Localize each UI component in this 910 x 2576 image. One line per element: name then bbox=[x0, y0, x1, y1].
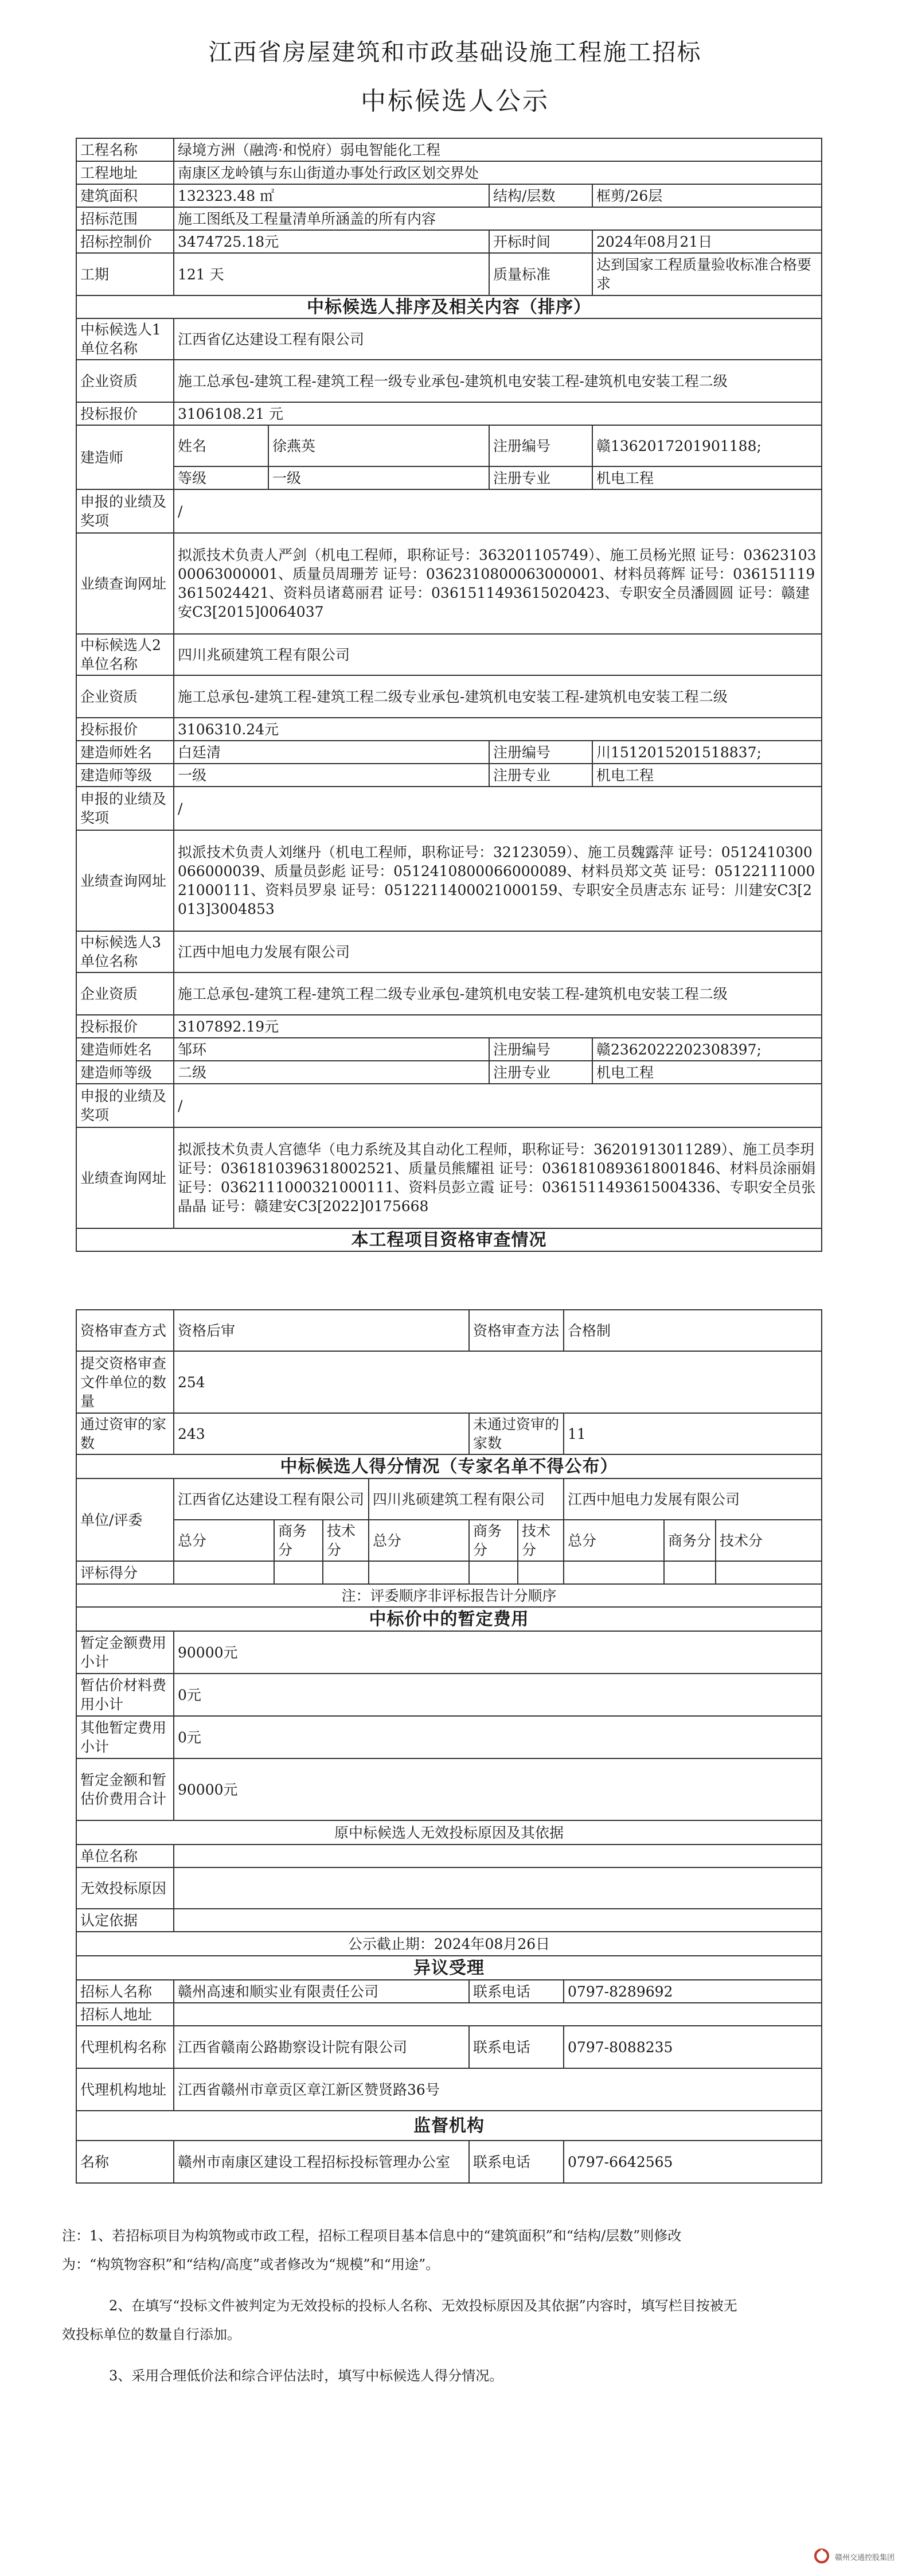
supervision-section-header: 监督机构 bbox=[76, 2111, 822, 2141]
agency-address: 江西省赣州市章贡区章江新区赞贤路36号 bbox=[174, 2068, 822, 2111]
invalid-unit-value bbox=[174, 1845, 822, 1867]
candidate-2-awards: / bbox=[174, 787, 822, 830]
blank-gap bbox=[76, 1229, 821, 1309]
passed-count-label: 通过资审的家数 bbox=[76, 1413, 174, 1454]
area-value: 132323.48 ㎡ bbox=[174, 184, 489, 207]
eval-score-cell bbox=[716, 1561, 822, 1584]
tenderer-phone-label: 联系电话 bbox=[469, 1980, 564, 2003]
score-total-1: 总分 bbox=[174, 1520, 274, 1561]
passed-count: 243 bbox=[174, 1413, 469, 1454]
candidate-2-reg: 川1512015201518837; bbox=[592, 741, 822, 764]
candidate-2-qual-label: 企业资质 bbox=[76, 675, 174, 718]
tenderer-name: 赣州高速和顺实业有限责任公司 bbox=[174, 1980, 469, 2003]
failed-count-label: 未通过资审的家数 bbox=[469, 1413, 564, 1454]
unit-judge-label: 单位/评委 bbox=[76, 1478, 174, 1561]
candidate-1-bid: 3106108.21 元 bbox=[174, 402, 822, 425]
candidate-3-awards-label: 申报的业绩及奖项 bbox=[76, 1084, 174, 1127]
bid-result-table bbox=[76, 138, 822, 1252]
watermark-logo bbox=[813, 2547, 899, 2566]
quality-label: 质量标准 bbox=[489, 253, 592, 295]
candidate-1-awards-label: 申报的业绩及奖项 bbox=[76, 489, 174, 533]
score-technical-2: 技术分 bbox=[518, 1520, 564, 1561]
agency-address-label: 代理机构地址 bbox=[76, 2068, 174, 2111]
candidate-1-unit-label: 中标候选人1单位名称 bbox=[76, 318, 174, 360]
provisional-section-header: 中标价中的暂定费用 bbox=[76, 1607, 822, 1631]
candidate-3-reg-label: 注册编号 bbox=[489, 1038, 592, 1061]
tenderer-label: 招标人名称 bbox=[76, 1980, 174, 2003]
provisional-amount-label: 暂定金额费用小计 bbox=[76, 1631, 174, 1674]
tenderer-phone: 0797-8289692 bbox=[564, 1980, 822, 2003]
candidate-1-builder-name: 徐燕英 bbox=[268, 425, 489, 466]
review-way: 合格制 bbox=[564, 1310, 822, 1351]
score-total-2: 总分 bbox=[369, 1520, 469, 1561]
submitted-count: 254 bbox=[174, 1351, 822, 1413]
candidate-3-grade-label: 建造师等级 bbox=[76, 1061, 174, 1084]
review-way-label: 资格审查方法 bbox=[469, 1310, 564, 1351]
control-price: 3474725.18元 bbox=[174, 230, 489, 253]
candidate-2-awards-label: 申报的业绩及奖项 bbox=[76, 787, 174, 830]
quality-value: 达到国家工程质量验收标准合格要求 bbox=[592, 253, 822, 295]
candidate-2-bid-label: 投标报价 bbox=[76, 718, 174, 741]
candidate-1-major-label: 注册专业 bbox=[489, 466, 592, 489]
invalid-reason-value bbox=[174, 1867, 822, 1909]
eval-score-cell bbox=[369, 1561, 469, 1584]
structure-value: 框剪/26层 bbox=[592, 184, 822, 207]
candidate-1-qual-label: 企业资质 bbox=[76, 360, 174, 402]
publicity-deadline: 公示截止期：2024年08月26日 bbox=[76, 1932, 822, 1956]
candidate-1-reg: 赣1362017201901188; bbox=[592, 425, 822, 466]
candidate-3-perf-label: 业绩查询网址 bbox=[76, 1127, 174, 1228]
score-unit-1: 江西省亿达建设工程有限公司 bbox=[174, 1478, 369, 1520]
candidate-1-reg-label: 注册编号 bbox=[489, 425, 592, 466]
document-title: 江西省房屋建筑和市政基础设施工程施工招标 bbox=[208, 38, 702, 66]
candidate-1-perf-label: 业绩查询网址 bbox=[76, 533, 174, 634]
watermark-text: 赣州交通控股集团 bbox=[835, 2554, 895, 2562]
score-commercial-3: 商务分 bbox=[664, 1520, 716, 1561]
candidate-2-builder-name: 白廷清 bbox=[174, 741, 489, 764]
review-method: 资格后审 bbox=[174, 1310, 469, 1351]
note-2b: 效投标单位的数量自行添加。 bbox=[62, 2326, 241, 2342]
score-commercial-1: 商务分 bbox=[274, 1520, 323, 1561]
eval-score-cell bbox=[518, 1561, 564, 1584]
score-technical-3: 技术分 bbox=[716, 1520, 822, 1561]
candidate-3-awards: / bbox=[174, 1084, 822, 1127]
candidate-2-builder-name-label: 建造师姓名 bbox=[76, 741, 174, 764]
candidate-3-bid: 3107892.19元 bbox=[174, 1015, 822, 1038]
invalid-section-header: 原中标候选人无效投标原因及其依据 bbox=[76, 1820, 822, 1845]
candidate-2-perf-label: 业绩查询网址 bbox=[76, 830, 174, 931]
open-time-label: 开标时间 bbox=[489, 230, 592, 253]
supervision-name-label: 名称 bbox=[76, 2141, 174, 2183]
candidate-2-unit: 四川兆硕建筑工程有限公司 bbox=[174, 634, 822, 675]
note-3: 3、采用合理低价法和综合评估法时，填写中标候选人得分情况。 bbox=[109, 2368, 503, 2384]
invalid-basis-value bbox=[174, 1909, 822, 1932]
score-section-header: 中标候选人得分情况（专家名单不得公布） bbox=[76, 1454, 822, 1478]
scope-value: 施工图纸及工程量清单所涵盖的所有内容 bbox=[174, 207, 822, 230]
candidate-2-reg-label: 注册编号 bbox=[489, 741, 592, 764]
estimated-material-label: 暂估价材料费用小计 bbox=[76, 1674, 174, 1716]
candidate-3-qual: 施工总承包-建筑工程-建筑工程二级专业承包-建筑机电安装工程-建筑机电安装工程二级 bbox=[174, 972, 822, 1015]
candidate-1-qual: 施工总承包-建筑工程-建筑工程一级专业承包-建筑机电安装工程-建筑机电安装工程二级 bbox=[174, 360, 822, 402]
failed-count: 11 bbox=[564, 1413, 822, 1454]
candidate-2-qual: 施工总承包-建筑工程-建筑工程二级专业承包-建筑机电安装工程-建筑机电安装工程二级 bbox=[174, 675, 822, 718]
candidate-2-grade: 一级 bbox=[174, 764, 489, 787]
eval-score-cell bbox=[174, 1561, 274, 1584]
candidate-2-grade-label: 建造师等级 bbox=[76, 764, 174, 787]
provisional-sum-label: 暂定金额和暂估价费用合计 bbox=[76, 1758, 174, 1820]
tenderer-address-label: 招标人地址 bbox=[76, 2003, 174, 2026]
candidate-3-builder-name-label: 建造师姓名 bbox=[76, 1038, 174, 1061]
other-provisional-label: 其他暂定费用小计 bbox=[76, 1716, 174, 1758]
estimated-material: 0元 bbox=[174, 1674, 822, 1716]
score-unit-3: 江西中旭电力发展有限公司 bbox=[564, 1478, 822, 1520]
supervision-phone: 0797-6642565 bbox=[564, 2141, 822, 2183]
provisional-amount: 90000元 bbox=[174, 1631, 822, 1674]
eval-score-cell bbox=[274, 1561, 323, 1584]
invalid-reason-label: 无效投标原因 bbox=[76, 1867, 174, 1909]
eval-score-cell bbox=[323, 1561, 369, 1584]
eval-score-cell bbox=[564, 1561, 664, 1584]
ranking-section-header: 中标候选人排序及相关内容（排序） bbox=[76, 295, 822, 318]
area-label: 建筑面积 bbox=[76, 184, 174, 207]
candidate-3-major-label: 注册专业 bbox=[489, 1061, 592, 1084]
candidate-1-grade: 一级 bbox=[268, 466, 489, 489]
period-value: 121 天 bbox=[174, 253, 489, 295]
period-label: 工期 bbox=[76, 253, 174, 295]
note-1a: 注：1、若招标项目为构筑物或市政工程，招标工程项目基本信息中的“建筑面积”和“结构/层数”则修改 bbox=[62, 2228, 682, 2244]
score-technical-1: 技术分 bbox=[323, 1520, 369, 1561]
candidate-1-grade-label: 等级 bbox=[174, 466, 268, 489]
invalid-basis-label: 认定依据 bbox=[76, 1909, 174, 1932]
note-2a: 2、在填写“投标文件被判定为无效投标的投标人名称、无效投标原因及其依据”内容时，填写栏目按被无 bbox=[109, 2298, 737, 2314]
candidate-3-major: 机电工程 bbox=[592, 1061, 822, 1084]
eval-score-cell bbox=[664, 1561, 716, 1584]
agency-name: 江西省赣南公路勘察设计院有限公司 bbox=[174, 2026, 469, 2068]
candidate-1-bid-label: 投标报价 bbox=[76, 402, 174, 425]
project-name: 绿境方洲（融湾·和悦府）弱电智能化工程 bbox=[174, 138, 822, 161]
submitted-count-label: 提交资格审查文件单位的数量 bbox=[76, 1351, 174, 1413]
candidate-3-unit-label: 中标候选人3单位名称 bbox=[76, 931, 174, 972]
candidate-2-major: 机电工程 bbox=[592, 764, 822, 787]
candidate-1-perf: 拟派技术负责人严剑（机电工程师，职称证号：363201105749）、施工员杨光照 证号：0362310300063000001、质量员周珊芳 证号：0362310800063000001、材料员蒋辉 证号：0361511193615024421、资料员诸葛丽君 证号：0361511493615020423、专职安全员潘圆圆 证号：赣建安C3[2015]0064037 bbox=[174, 533, 822, 634]
tenderer-address bbox=[174, 2003, 822, 2026]
candidate-3-grade: 二级 bbox=[174, 1061, 489, 1084]
note-1b: 为：“构筑物容积”和“结构/高度”或者修改为“规模”和“用途”。 bbox=[62, 2256, 440, 2273]
candidate-3-unit: 江西中旭电力发展有限公司 bbox=[174, 931, 822, 972]
other-provisional: 0元 bbox=[174, 1716, 822, 1758]
agency-phone: 0797-8088235 bbox=[564, 2026, 822, 2068]
candidate-1-major: 机电工程 bbox=[592, 466, 822, 489]
candidate-2-bid: 3106310.24元 bbox=[174, 718, 822, 741]
project-address: 南康区龙岭镇与东山街道办事处行政区划交界处 bbox=[174, 161, 822, 184]
candidate-3-perf: 拟派技术负责人宫德华（电力系统及其自动化工程师，职称证号：36201913011289）、施工员李玥 证号：0361810396318002521、质量员熊耀祖 证号：0361810893618001846、材料员涂丽娟 证号：0362111000321000111、资料员彭立霞 证号：0361511493615004336、专职安全员张晶晶 证号：赣建安C3[2022]0175668 bbox=[174, 1127, 822, 1228]
candidate-2-perf: 拟派技术负责人刘继丹（机电工程师，职称证号：32123059）、施工员魏露萍 证号：0512410300066000039、质量员彭彪 证号：0512410800066000089、材料员郑文英 证号：0512211100021000111、资料员罗泉 证号：0512211400021000159、专职安全员唐志东 证号：川建安C3[2013]3004853 bbox=[174, 830, 822, 931]
invalid-unit-label: 单位名称 bbox=[76, 1845, 174, 1867]
candidate-1-builder-label: 建造师 bbox=[76, 425, 174, 489]
qualification-section-header: 本工程项目资格审查情况 bbox=[76, 1228, 822, 1251]
candidate-2-unit-label: 中标候选人2单位名称 bbox=[76, 634, 174, 675]
score-unit-2: 四川兆硕建筑工程有限公司 bbox=[369, 1478, 564, 1520]
structure-label: 结构/层数 bbox=[489, 184, 592, 207]
candidate-2-major-label: 注册专业 bbox=[489, 764, 592, 787]
review-method-label: 资格审查方式 bbox=[76, 1310, 174, 1351]
candidate-3-reg: 赣2362022202308397; bbox=[592, 1038, 822, 1061]
judge-order-note: 注：评委顺序非评标报告计分顺序 bbox=[76, 1584, 822, 1607]
objection-section-header: 异议受理 bbox=[76, 1956, 822, 1980]
project-name-label: 工程名称 bbox=[76, 138, 174, 161]
document-subtitle: 中标候选人公示 bbox=[361, 87, 549, 116]
scope-label: 招标范围 bbox=[76, 207, 174, 230]
score-commercial-2: 商务分 bbox=[469, 1520, 518, 1561]
candidate-1-awards: / bbox=[174, 489, 822, 533]
candidate-1-unit: 江西省亿达建设工程有限公司 bbox=[174, 318, 822, 360]
candidate-1-builder-name-label: 姓名 bbox=[174, 425, 268, 466]
score-total-3: 总分 bbox=[564, 1520, 664, 1561]
supervision-phone-label: 联系电话 bbox=[469, 2141, 564, 2183]
candidate-3-bid-label: 投标报价 bbox=[76, 1015, 174, 1038]
review-score-table bbox=[76, 1309, 822, 2184]
eval-score-cell bbox=[469, 1561, 518, 1584]
control-price-label: 招标控制价 bbox=[76, 230, 174, 253]
provisional-sum: 90000元 bbox=[174, 1758, 822, 1820]
agency-label: 代理机构名称 bbox=[76, 2026, 174, 2068]
candidate-3-qual-label: 企业资质 bbox=[76, 972, 174, 1015]
supervision-name: 赣州市南康区建设工程招标投标管理办公室 bbox=[174, 2141, 469, 2183]
agency-phone-label: 联系电话 bbox=[469, 2026, 564, 2068]
eval-score-label: 评标得分 bbox=[76, 1561, 174, 1584]
open-time: 2024年08月21日 bbox=[592, 230, 822, 253]
logo-icon bbox=[813, 2547, 830, 2565]
project-address-label: 工程地址 bbox=[76, 161, 174, 184]
candidate-3-builder-name: 邹环 bbox=[174, 1038, 489, 1061]
